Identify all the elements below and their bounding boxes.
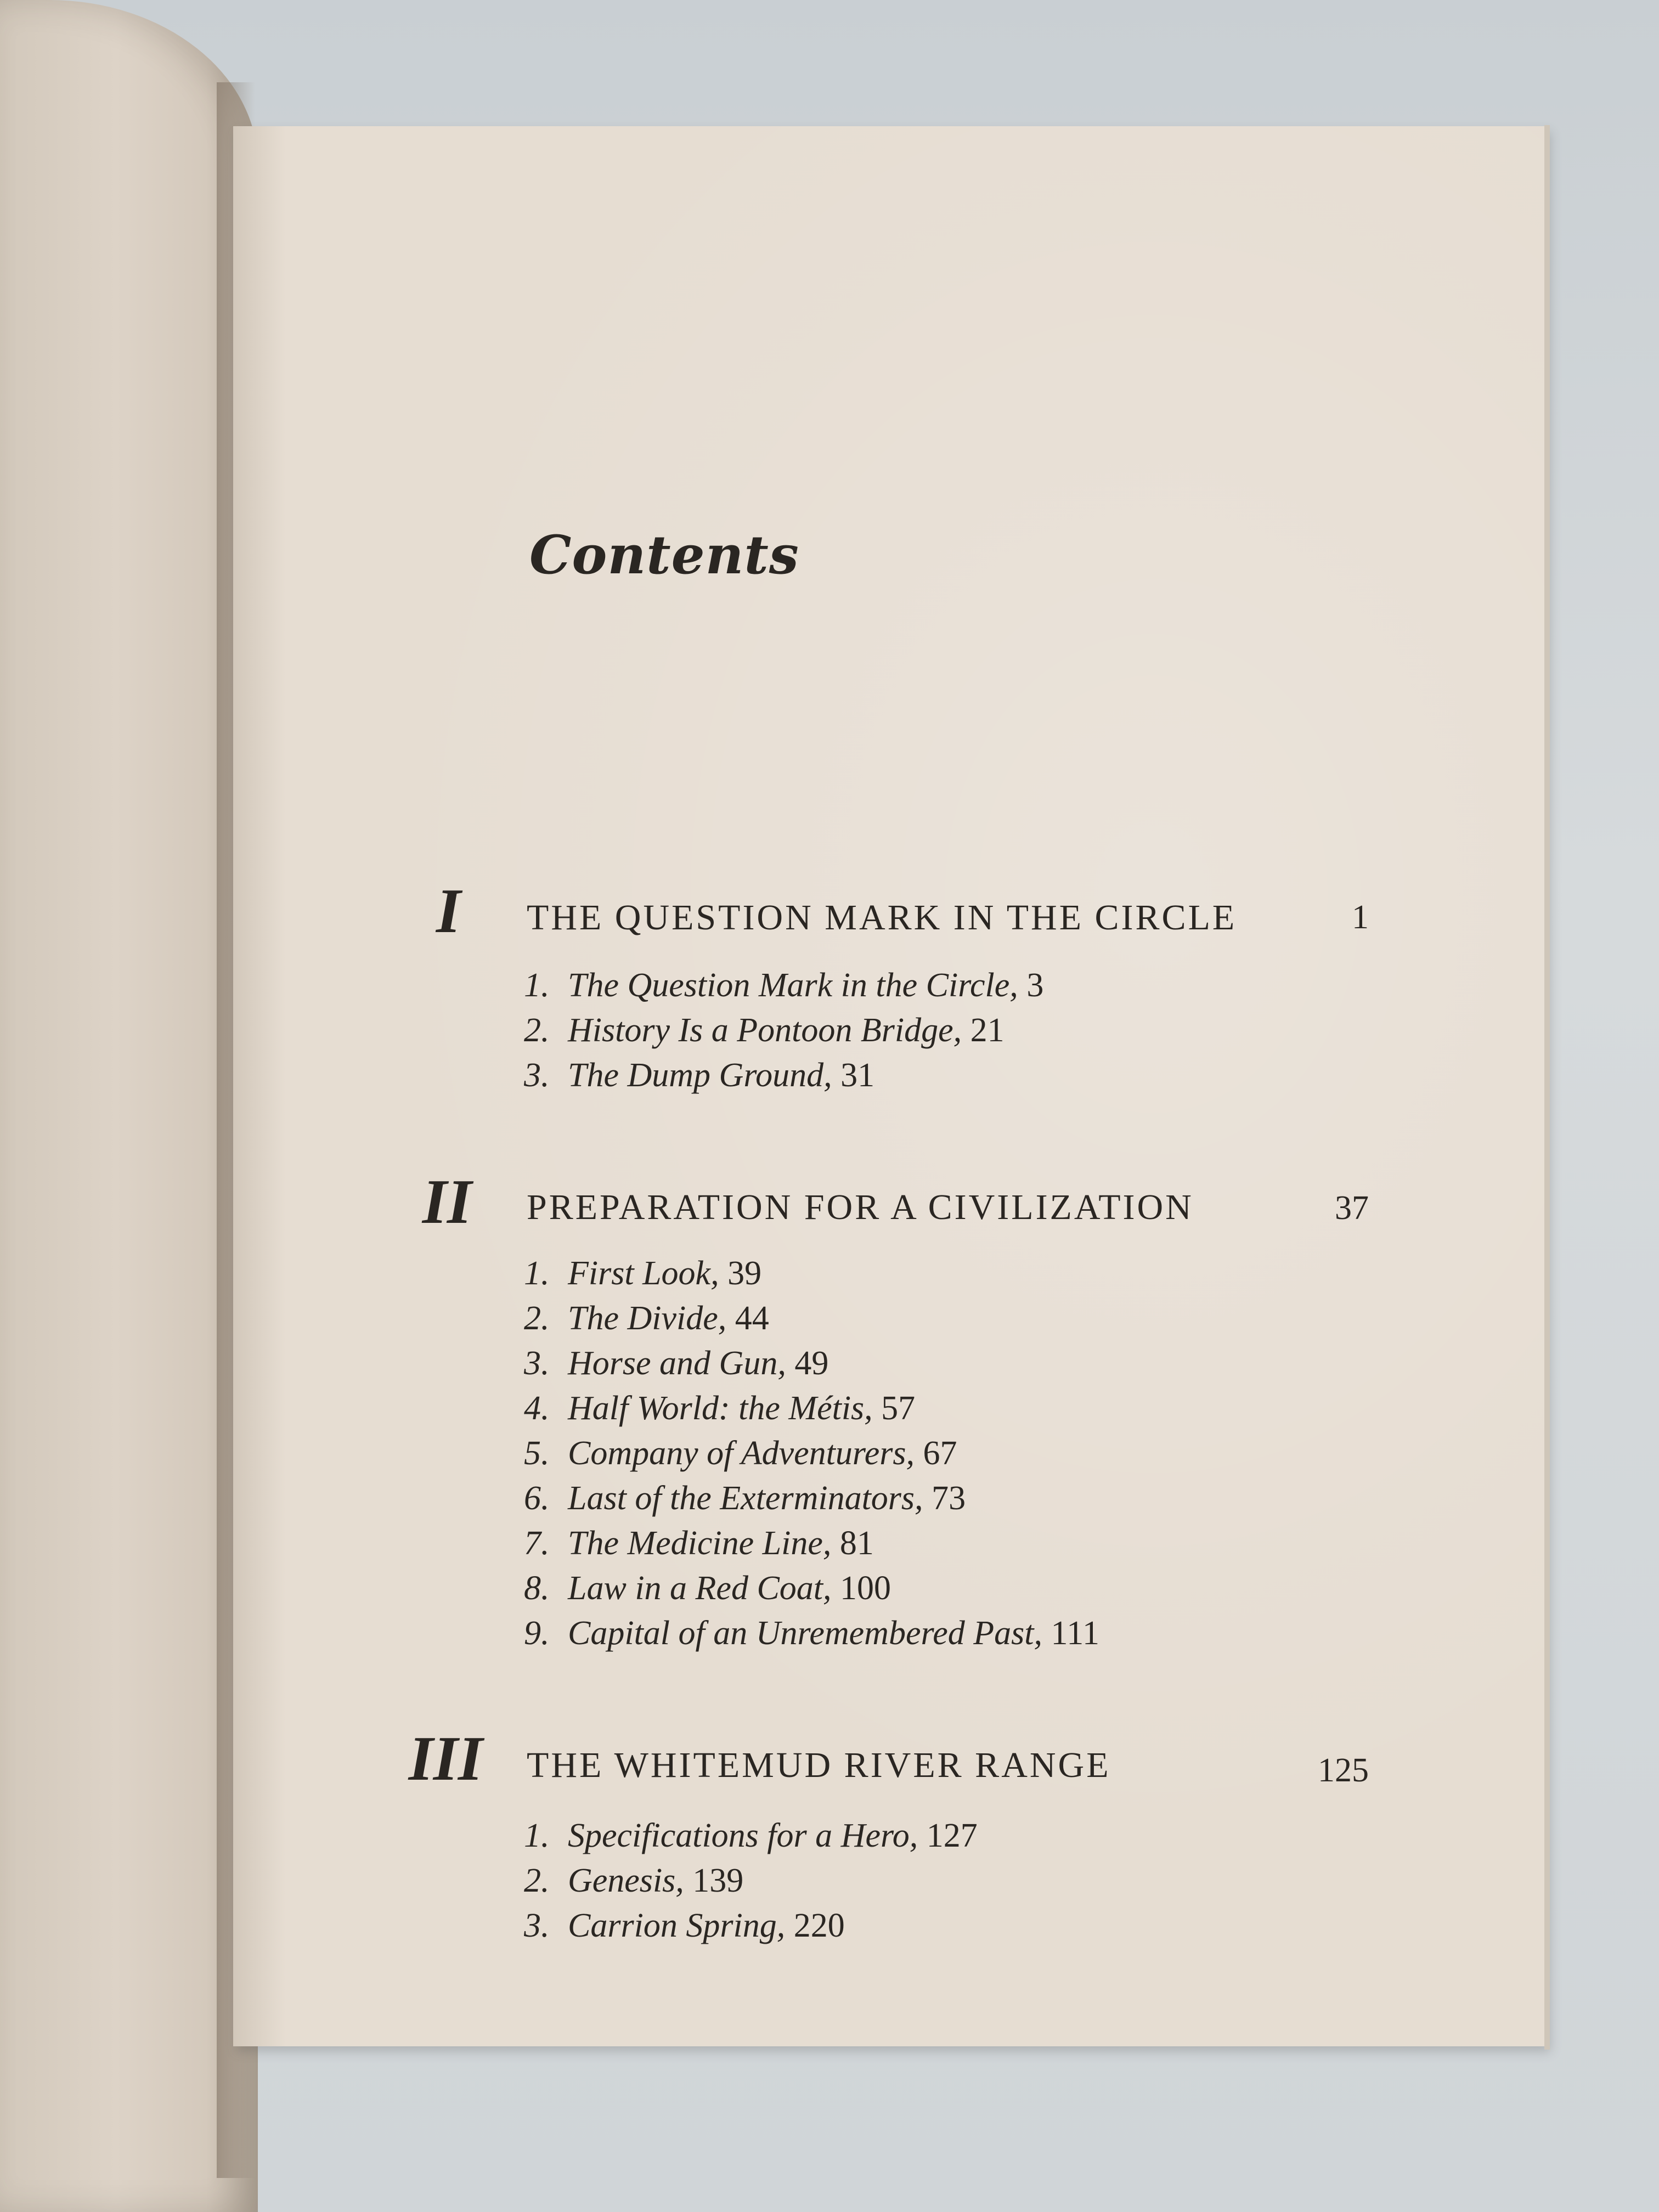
chapter-title: The Dump Ground, [568, 1057, 832, 1094]
chapter-page: 127 [926, 1817, 978, 1854]
part-title: PREPARATION FOR A CIVILIZATION [527, 1187, 1194, 1227]
chapter-number: 2. [524, 1300, 550, 1337]
chapter-entry [524, 1386, 1099, 1431]
page-edge [1544, 125, 1550, 2050]
part-numeral: I [436, 876, 461, 946]
part-title: THE QUESTION MARK IN THE CIRCLE [527, 898, 1237, 938]
chapter-number: 7. [524, 1525, 550, 1562]
chapter-page: 49 [794, 1345, 829, 1382]
part-title: THE WHITEMUD RIVER RANGE [527, 1745, 1111, 1785]
chapter-number: 3. [524, 1907, 550, 1944]
chapter-title: Horse and Gun, [568, 1345, 786, 1382]
chapter-title: Specifications for a Hero, [568, 1817, 918, 1854]
chapter-entry [524, 1611, 1099, 1656]
chapter-entry [524, 1341, 1099, 1386]
chapter-page: 111 [1051, 1615, 1099, 1652]
chapter-number: 4. [524, 1390, 550, 1427]
chapter-entry [524, 1903, 978, 1948]
chapter-title: Half World: the Métis, [568, 1390, 873, 1427]
chapter-page: 31 [840, 1057, 875, 1094]
chapter-number: 1. [524, 1817, 550, 1854]
part-numeral: III [408, 1724, 483, 1794]
chapter-title: Genesis, [568, 1862, 684, 1899]
chapter-page: 57 [881, 1390, 916, 1427]
chapter-page: 139 [692, 1862, 744, 1899]
chapter-number: 3. [524, 1345, 550, 1382]
chapter-list [524, 963, 1043, 1098]
chapter-entry [524, 1858, 978, 1903]
chapter-entry [524, 1296, 1099, 1341]
chapter-entry [524, 1431, 1099, 1476]
chapter-number: 2. [524, 1012, 550, 1049]
part-page-number: 125 [1318, 1752, 1369, 1789]
chapter-page: 3 [1026, 967, 1044, 1004]
chapter-number: 8. [524, 1570, 550, 1607]
chapter-number: 1. [524, 967, 550, 1004]
chapter-entry [524, 1566, 1099, 1611]
chapter-list [524, 1813, 978, 1948]
chapter-entry [524, 1521, 1099, 1566]
chapter-title: First Look, [568, 1255, 719, 1292]
chapter-number: 1. [524, 1255, 550, 1292]
chapter-entry [524, 1813, 978, 1858]
part-numeral: II [422, 1167, 472, 1237]
chapter-entry [524, 1008, 1043, 1053]
chapter-number: 3. [524, 1057, 550, 1094]
chapter-page: 100 [840, 1570, 891, 1607]
chapter-page: 39 [727, 1255, 762, 1292]
chapter-number: 6. [524, 1480, 550, 1517]
chapter-title: Company of Adventurers, [568, 1435, 915, 1472]
part-page-number: 37 [1335, 1189, 1369, 1227]
chapter-entry [524, 1053, 1043, 1098]
page-title: Contents [529, 524, 799, 586]
chapter-title: The Divide, [568, 1300, 727, 1337]
chapter-title: The Question Mark in the Circle, [568, 967, 1018, 1004]
chapter-title: History Is a Pontoon Bridge, [568, 1012, 962, 1049]
chapter-page: 21 [970, 1012, 1005, 1049]
chapter-number: 9. [524, 1615, 550, 1652]
chapter-page: 44 [735, 1300, 769, 1337]
chapter-title: Last of the Exterminators, [568, 1480, 923, 1517]
chapter-entry [524, 1251, 1099, 1296]
chapter-number: 2. [524, 1862, 550, 1899]
chapter-page: 73 [932, 1480, 966, 1517]
chapter-number: 5. [524, 1435, 550, 1472]
part-page-number: 1 [1352, 899, 1369, 936]
chapter-entry [524, 1476, 1099, 1521]
chapter-page: 81 [839, 1525, 874, 1562]
chapter-title: Capital of an Unremembered Past, [568, 1615, 1043, 1652]
chapter-title: Law in a Red Coat, [568, 1570, 832, 1607]
chapter-page: 67 [923, 1435, 957, 1472]
chapter-entry [524, 963, 1043, 1008]
chapter-page: 220 [793, 1907, 845, 1944]
chapter-title: Carrion Spring, [568, 1907, 786, 1944]
chapter-list [524, 1251, 1099, 1656]
chapter-title: The Medicine Line, [568, 1525, 832, 1562]
